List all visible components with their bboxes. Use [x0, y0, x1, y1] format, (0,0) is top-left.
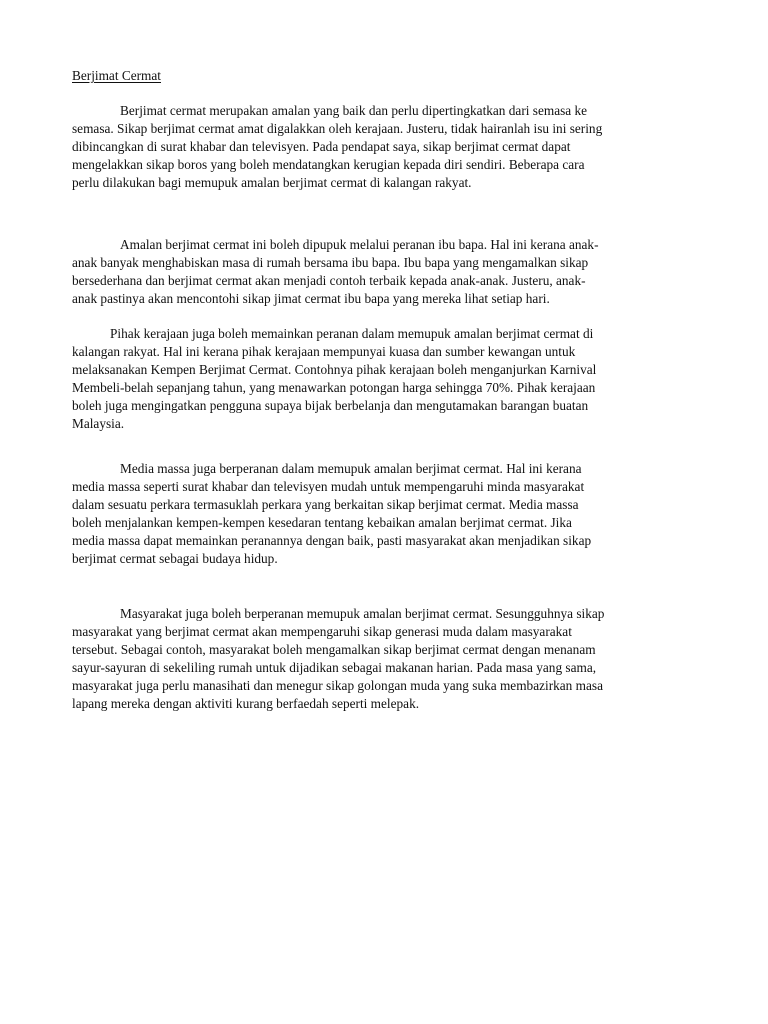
paragraph-line: lapang mereka dengan aktiviti kurang berfaedah seperti melepak. [72, 696, 420, 711]
paragraph-line: perlu dilakukan bagi memupuk amalan berjimat cermat di kalangan rakyat. [72, 175, 472, 190]
paragraph-line: Amalan berjimat cermat ini boleh dipupuk melalui peranan ibu bapa. Hal ini kerana anak- [120, 237, 599, 252]
paragraph-line: Malaysia. [72, 416, 125, 431]
paragraph-line: semasa. Sikap berjimat cermat amat digalakkan oleh kerajaan. Justeru, tidak hairanlah isu ini sering [72, 121, 603, 136]
paragraph-ibu-bapa [72, 236, 696, 308]
paragraph-line: media massa dapat memainkan peranannya dengan baik, pasti masyarakat akan menjadikan sikap [72, 533, 592, 548]
document-title: Berjimat Cermat [72, 68, 161, 83]
paragraph-line: dibincangkan di surat khabar dan televisyen. Pada pendapat saya, sikap berjimat cermat dapat [72, 139, 571, 154]
paragraph-line: bersederhana dan berjimat cermat akan menjadi contoh terbaik kepada anak-anak. Justeru, anak- [72, 273, 586, 288]
paragraph-line: anak pastinya akan mencontohi sikap jimat cermat ibu bapa yang mereka lihat setiap hari. [72, 291, 550, 306]
paragraph-line: mengelakkan sikap boros yang boleh mendatangkan kerugian kepada diri sendiri. Beberapa cara [72, 157, 585, 172]
paragraph-line: sayur-sayuran di sekeliling rumah untuk dijadikan sebagai makanan harian. Pada masa yang sama, [72, 660, 597, 675]
paragraph-line: masyarakat yang berjimat cermat akan mempengaruhi sikap generasi muda dalam masyarakat [72, 624, 572, 639]
paragraph-line: media massa seperti surat khabar dan televisyen mudah untuk mempengaruhi minda masyarakat [72, 479, 585, 494]
paragraph-line: melaksanakan Kempen Berjimat Cermat. Contohnya pihak kerajaan boleh menganjurkan Karnival [72, 362, 597, 377]
paragraph-line: dalam sesuatu perkara termasuklah perkara yang berkaitan sikap berjimat cermat. Media massa [72, 497, 579, 512]
paragraph-line: Media massa juga berperanan dalam memupuk amalan berjimat cermat. Hal ini kerana [120, 461, 582, 476]
paragraph-line: Pihak kerajaan juga boleh memainkan peranan dalam memupuk amalan berjimat cermat di [110, 326, 594, 341]
paragraph-line: tersebut. Sebagai contoh, masyarakat boleh mengamalkan sikap berjimat cermat dengan menanam [72, 642, 596, 657]
paragraph-media-massa [72, 460, 696, 568]
paragraph-line: Berjimat cermat merupakan amalan yang baik dan perlu dipertingkatkan dari semasa ke [120, 103, 588, 118]
paragraph-line: boleh menjalankan kempen-kempen kesedaran tentang kebaikan amalan berjimat cermat. Jika [72, 515, 572, 530]
paragraph-masyarakat [72, 605, 696, 713]
paragraph-line: berjimat cermat sebagai budaya hidup. [72, 551, 278, 566]
paragraph-line: anak banyak menghabiskan masa di rumah bersama ibu bapa. Ibu bapa yang mengamalkan sikap [72, 255, 589, 270]
paragraph-line: Masyarakat juga boleh berperanan memupuk amalan berjimat cermat. Sesungguhnya sikap [120, 606, 605, 621]
paragraph-line: kalangan rakyat. Hal ini kerana pihak kerajaan mempunyai kuasa dan sumber kewangan untuk [72, 344, 576, 359]
paragraph-line: boleh juga mengingatkan pengguna supaya bijak berbelanja dan mengutamakan barangan buatan [72, 398, 589, 413]
paragraph-kerajaan [72, 325, 696, 433]
paragraph-introduction [72, 102, 696, 192]
paragraph-line: masyarakat juga perlu manasihati dan menegur sikap golongan muda yang suka membazirkan masa [72, 678, 603, 693]
paragraph-line: Membeli-belah sepanjang tahun, yang menawarkan potongan harga sehingga 70%. Pihak kerajaan [72, 380, 596, 395]
